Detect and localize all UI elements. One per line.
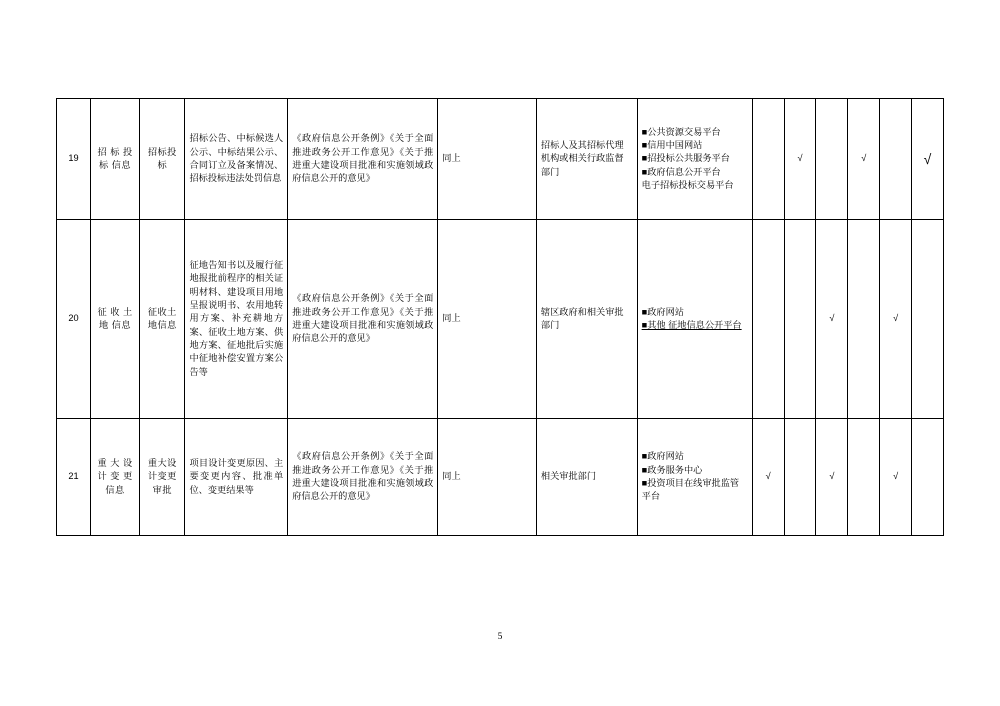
row-mark-2	[784, 419, 816, 536]
channel-line: ■政府网站	[641, 451, 684, 462]
row-basis: 《政府信息公开条例》《关于全面推进政务公开工作意见》《关于推进重大建设项目批准和实施领域政府信息公开的意见》	[288, 419, 438, 536]
row-subject: 相关审批部门	[536, 419, 637, 536]
row-channels	[637, 99, 752, 220]
row-item: 征收土地信息	[140, 220, 185, 419]
page-number: 5	[497, 632, 503, 642]
channel-line: ■政府信息公开平台	[641, 166, 721, 177]
row-mark-4	[848, 220, 880, 419]
row-mark-1	[752, 220, 784, 419]
row-item: 重大设计变更审批	[140, 419, 185, 536]
row-category: 重 大 设 计 变 更 信息	[90, 419, 139, 536]
table-row	[57, 99, 944, 220]
disclosure-table	[56, 98, 944, 536]
row-mark-5: √	[880, 220, 912, 419]
channel-line: 电子招标投标交易平台	[641, 180, 734, 191]
row-mark-2	[784, 220, 816, 419]
channel-line: ■信用中国网站	[641, 139, 703, 150]
row-deadline: 同上	[438, 99, 537, 220]
row-basis: 《政府信息公开条例》《关于全面推进政务公开工作意见》《关于推进重大建设项目批准和实施领域政府信息公开的意见》	[288, 99, 438, 220]
row-basis: 《政府信息公开条例》《关于全面推进政务公开工作意见》《关于推进重大建设项目批准和实施领域政府信息公开的意见》	[288, 220, 438, 419]
row-mark-3: √	[816, 220, 848, 419]
row-subject: 辖区政府和相关审批部门	[536, 220, 637, 419]
row-mark-4: √	[848, 99, 880, 220]
row-mark-6: √	[912, 99, 944, 220]
channel-line: ■其他 征地信息公开平台	[641, 320, 742, 330]
row-deadline: 同上	[438, 419, 537, 536]
row-content: 招标公告、中标候选人公示、中标结果公示、合同订立及备案情况、招标投标违法处罚信息	[185, 99, 288, 220]
row-category: 招 标 投 标 信息	[90, 99, 139, 220]
channel-line: ■政府网站	[641, 306, 684, 317]
row-subject: 招标人及其招标代理机构或相关行政监督部门	[536, 99, 637, 220]
row-mark-1: √	[752, 419, 784, 536]
row-mark-5: √	[880, 419, 912, 536]
row-mark-1	[752, 99, 784, 220]
row-number: 20	[57, 220, 91, 419]
row-mark-6	[912, 220, 944, 419]
row-category: 征 收 土 地 信息	[90, 220, 139, 419]
row-deadline: 同上	[438, 220, 537, 419]
channel-line: ■政务服务中心	[641, 464, 703, 475]
row-mark-4	[848, 419, 880, 536]
row-number: 21	[57, 419, 91, 536]
row-mark-3: √	[816, 419, 848, 536]
row-mark-2: √	[784, 99, 816, 220]
row-number: 19	[57, 99, 91, 220]
row-content: 项目设计变更原因、主要变更内容、批准单位、变更结果等	[185, 419, 288, 536]
channel-line: ■公共资源交易平台	[641, 126, 721, 137]
row-channels	[637, 220, 752, 419]
table-row	[57, 220, 944, 419]
row-mark-5	[880, 99, 912, 220]
row-mark-6	[912, 419, 944, 536]
channel-line: ■招投标公共服务平台	[641, 153, 730, 164]
row-channels	[637, 419, 752, 536]
row-content: 征地告知书以及履行征地报批前程序的相关证明材料、建设项目用地呈报说明书、农用地转用方案、补充耕地方案、征收土地方案、供地方案、征地批后实施中征地补偿安置方案公告等	[185, 220, 288, 419]
channel-line: ■投资项目在线审批监管平台	[641, 478, 740, 502]
table-row	[57, 419, 944, 536]
row-mark-3	[816, 99, 848, 220]
row-item: 招标投标	[140, 99, 185, 220]
